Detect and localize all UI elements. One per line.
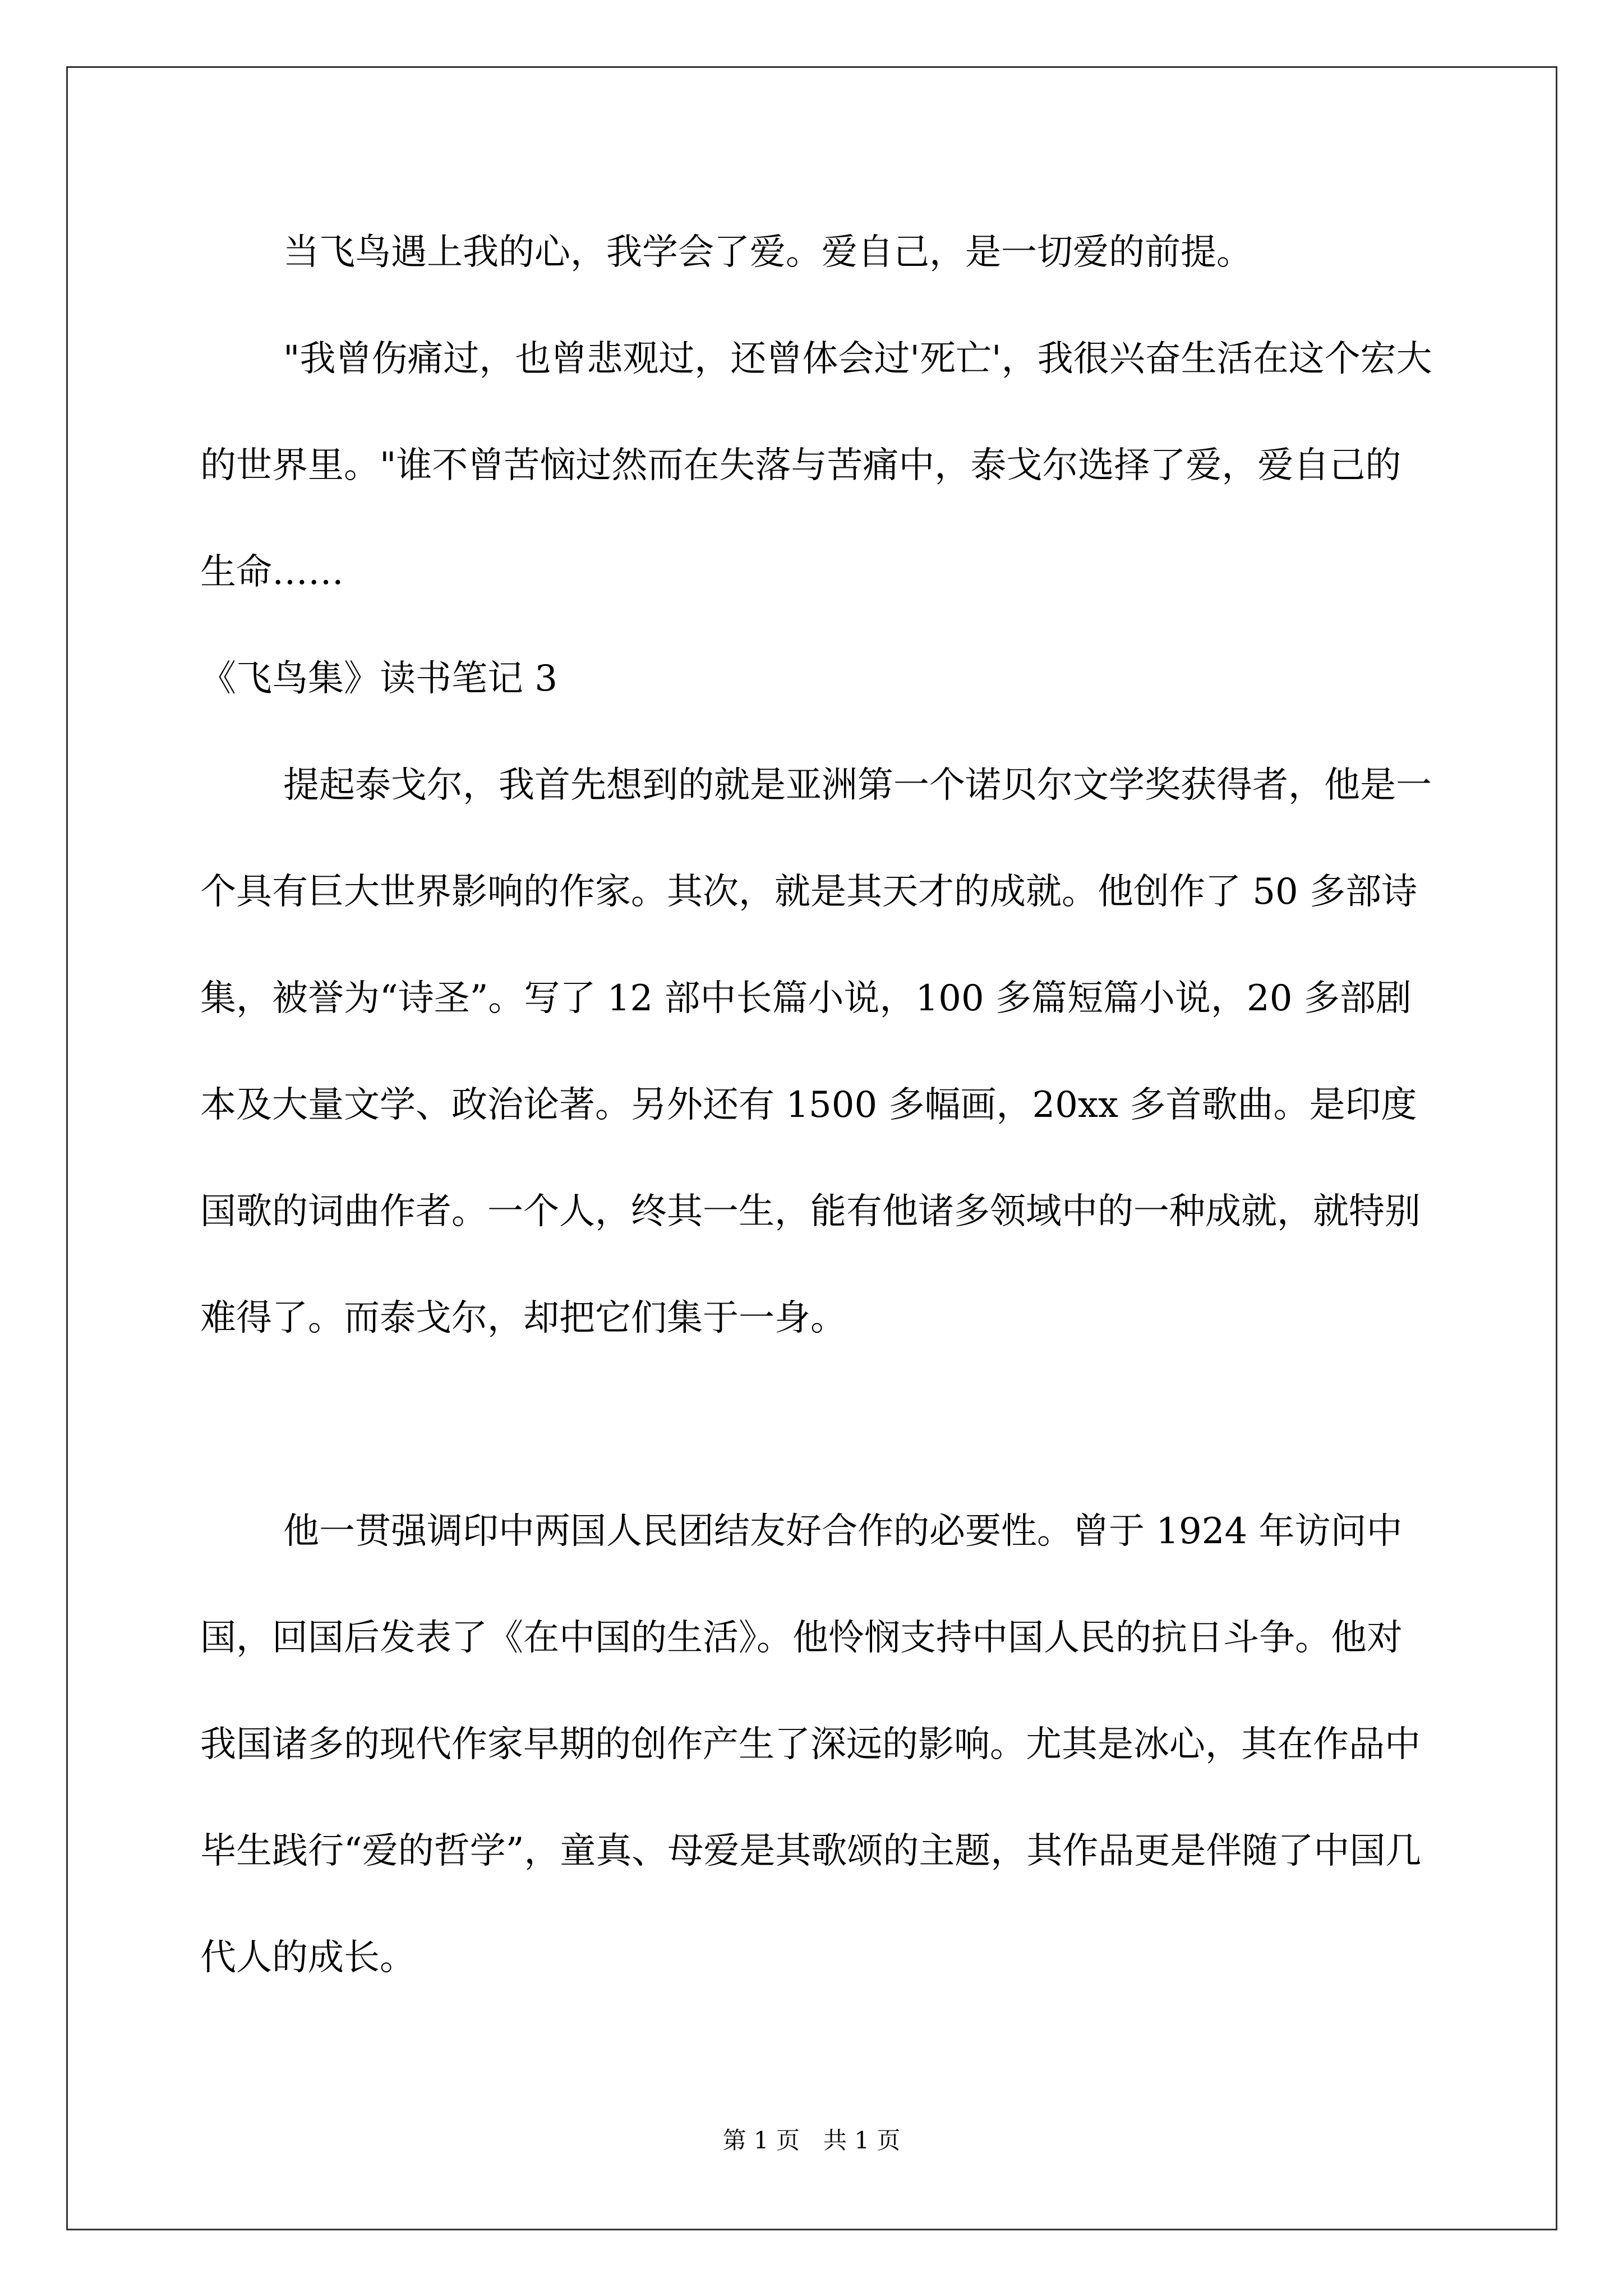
section-heading: 《飞鸟集》读书笔记 3: [200, 658, 558, 700]
paragraph-3: 提起泰戈尔，我首先想到的就是亚洲第一个诺贝尔文学奖获得者，他是一个具有巨大世界影响的作家。其次，就是其天才的成就。他创作了 50 多部诗集，被誉为“诗圣”。写了 12 部中长篇小说，100 多篇短篇小说，20 多部剧本及大量文学、政治论著。另外还有 1500 多幅画，20xx 多首歌曲。是印度国歌的词曲作者。一个人，终其一生，能有他诸多领域中的一种成就，就特别难得了。而泰戈尔，却把它们集于一身。: [200, 765, 1432, 1339]
paragraph-2: "我曾伤痛过，也曾悲观过，还曾体会过'死亡'，我很兴奋生活在这个宏大的世界里。"谁不曾苦恼过然而在失落与苦痛中，泰戈尔选择了爱，爱自己的生命……: [200, 338, 1432, 593]
paragraph-1: 当飞鸟遇上我的心，我学会了爱。爱自己，是一切爱的前提。: [283, 232, 1252, 273]
paragraph-4: 他一贯强调印中两国人民团结友好合作的必要性。曾于 1924 年访问中国，回国后发表了《在中国的生活》。他怜悯支持中国人民的抗日斗争。他对我国诸多的现代作家早期的创作产生了深远的影响。尤其是冰心，其在作品中毕生践行“爱的哲学”，童真、母爱是其歌颂的主题，其作品更是伴随了中国几代人的成长。: [200, 1511, 1422, 1978]
page-footer: 第 1 页 共 1 页: [722, 2127, 901, 2154]
